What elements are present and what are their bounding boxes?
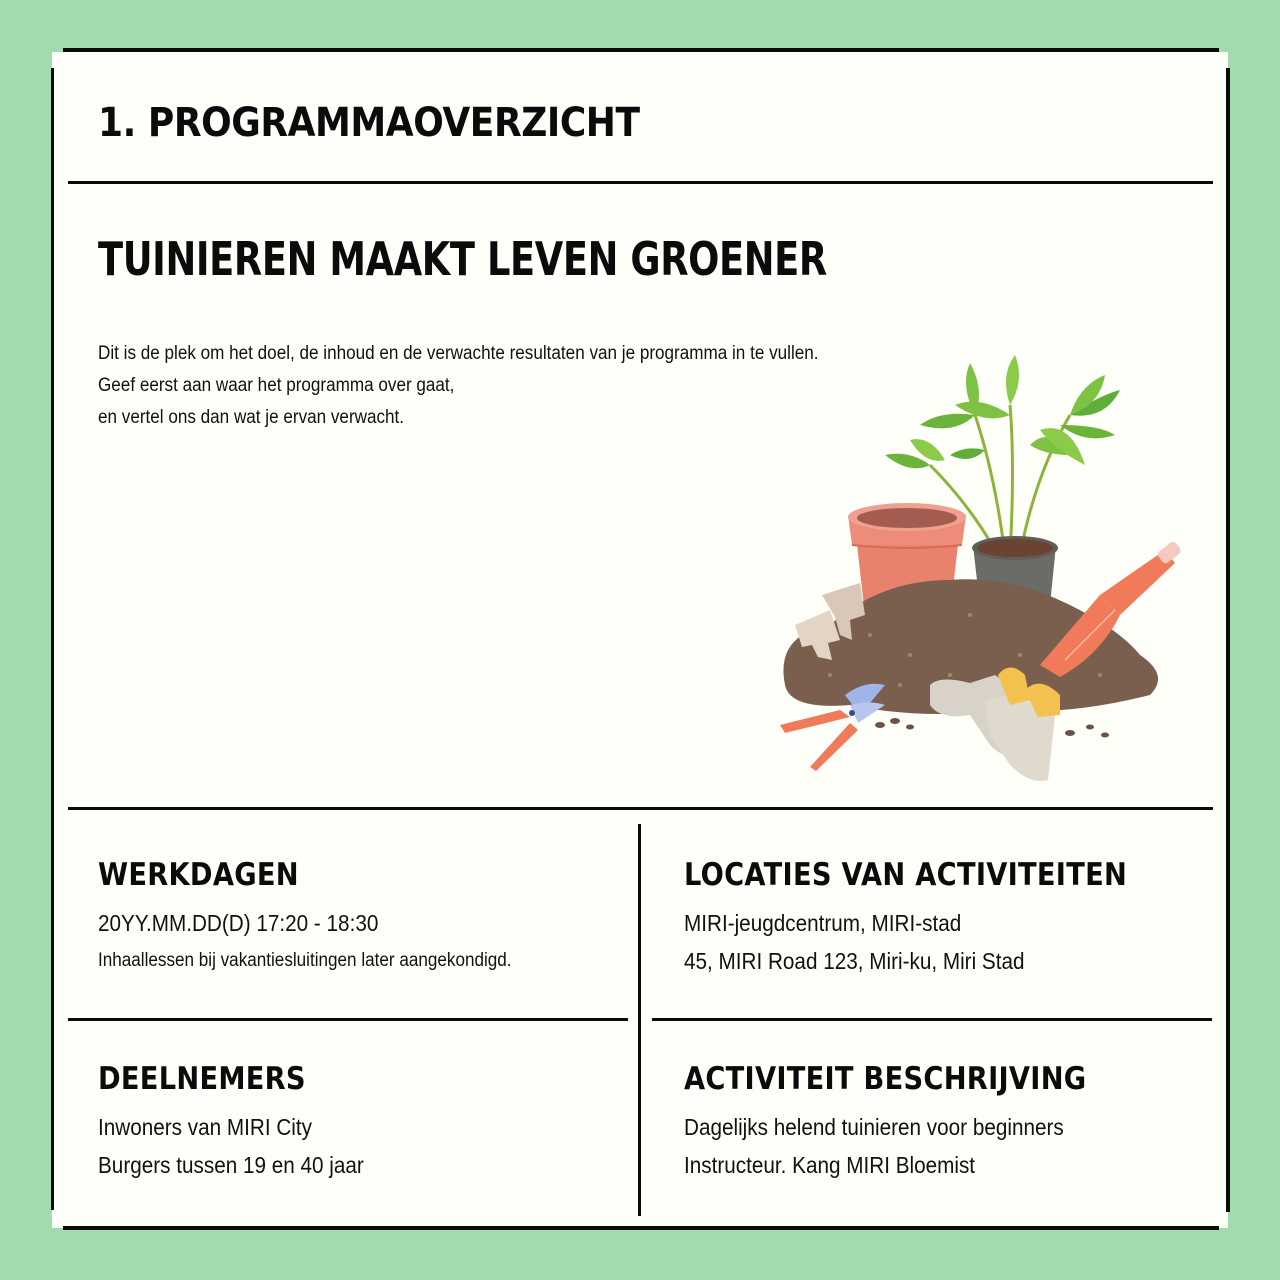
workdays-title: WERKDAGEN	[98, 857, 299, 893]
frame-line-top	[63, 48, 1219, 52]
page-title: TUINIEREN MAAKT LEVEN GROENER	[98, 232, 827, 286]
divider	[68, 1018, 628, 1021]
divider	[652, 1018, 1212, 1021]
intro-text	[98, 338, 819, 434]
location-line: MIRI-jeugdcentrum, MIRI-stad	[684, 910, 962, 936]
activity-line: Instructeur. Kang MIRI Bloemist	[684, 1152, 976, 1178]
participant-line: Burgers tussen 19 en 40 jaar	[98, 1152, 364, 1178]
activity-line: Dagelijks helend tuinieren voor beginners	[684, 1114, 1064, 1140]
intro-line: Dit is de plek om het doel, de inhoud en de verwachte resultaten van je programma in te vullen.	[98, 343, 819, 364]
activity-title: ACTIVITEIT BESCHRIJVING	[684, 1061, 1087, 1097]
column-divider	[638, 824, 641, 1216]
participants-title: DEELNEMERS	[98, 1061, 306, 1097]
frame-line-right	[1226, 68, 1230, 1212]
activity-body	[684, 1112, 1064, 1180]
participants-body	[98, 1112, 364, 1180]
workdays-note: Inhaallessen bij vakantiesluitingen later aangekondigd.	[98, 950, 512, 971]
intro-line: en vertel ons dan wat je ervan verwacht.	[98, 407, 405, 428]
workdays-body	[98, 908, 512, 974]
location-line: 45, MIRI Road 123, Miri-ku, Miri Stad	[684, 948, 1025, 974]
frame-line-left	[51, 68, 54, 1210]
divider	[68, 181, 1213, 184]
section-heading: 1. PROGRAMMAOVERZICHT	[98, 100, 640, 146]
frame-line-bottom	[63, 1226, 1219, 1230]
divider	[68, 807, 1213, 810]
locations-body	[684, 908, 1025, 976]
gardening-illustration	[770, 355, 1200, 790]
locations-title: LOCATIES VAN ACTIVITEITEN	[684, 857, 1128, 893]
intro-line: Geef eerst aan waar het programma over gaat,	[98, 375, 455, 396]
workdays-schedule: 20YY.MM.DD(D) 17:20 - 18:30	[98, 910, 379, 936]
gloves-icon	[930, 668, 1060, 782]
participant-line: Inwoners van MIRI City	[98, 1114, 312, 1140]
